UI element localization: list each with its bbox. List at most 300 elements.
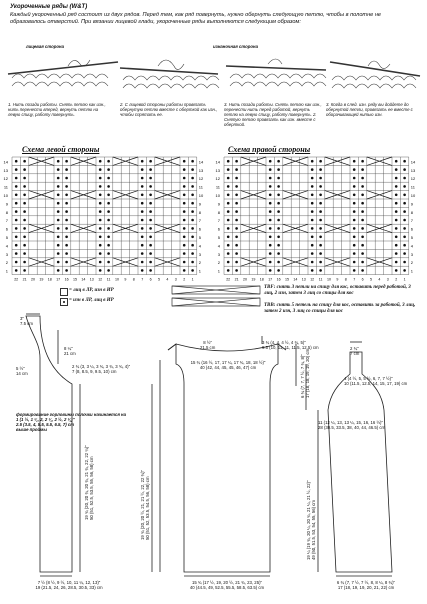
row-label: 8 <box>217 209 220 215</box>
purl-dot <box>403 252 406 255</box>
front-neck-sts: 2 ¾ (3, 3 ¼, 3 ¾, 3 ¾, 3 ¾, 4)" 7 (8, 8.5, 9, 9.5, 10) cm <box>72 364 131 374</box>
purl-dot <box>65 269 68 272</box>
purl-dot <box>395 202 398 205</box>
purl-dot <box>227 185 230 188</box>
row-label: 6 <box>410 226 414 232</box>
purl-dot <box>227 261 230 264</box>
garment-schematics <box>0 314 427 604</box>
wrap-turn-illustrations <box>8 42 420 138</box>
purl-dot <box>235 269 238 272</box>
row-label: 12 <box>215 176 220 182</box>
purl-dot <box>319 168 322 171</box>
purl-dot <box>235 202 238 205</box>
col-label: 15 <box>73 277 77 282</box>
purl-dot <box>183 236 186 239</box>
row-label: 1 <box>410 268 414 274</box>
purl-dot <box>361 177 364 180</box>
purl-dot <box>235 185 238 188</box>
purl-dot <box>15 194 18 197</box>
left-scheme-title: Схема левой стороны <box>22 145 100 154</box>
purl-dot <box>361 269 364 272</box>
purl-dot <box>23 168 26 171</box>
purl-dot <box>15 160 18 163</box>
back-neck: 8 ½" 21.5 cm <box>200 340 216 350</box>
purl-dot <box>319 210 322 213</box>
col-label: 22 <box>14 277 19 282</box>
purl-dot <box>277 168 280 171</box>
front-side-length: 19 ¾ (20, 20 ¾, 20 ¾, 21 ¾, 22, 22 ¼)" 50 (51, 52.5, 53.5, 55, 56, 58) cm <box>84 445 94 520</box>
col-label: 13 <box>301 277 306 282</box>
purl-dot <box>227 210 230 213</box>
purl-dot <box>191 210 194 213</box>
purl-dot <box>57 168 60 171</box>
purl-dot <box>395 244 398 247</box>
legend-tbb-text: TBB: снять 5 петель на спицу для кос, оставить за работой, 3 лиц, затем 2 изн, 3 лиц со спицы для кос <box>264 303 416 314</box>
purl-dot <box>319 269 322 272</box>
purl-dot <box>403 261 406 264</box>
purl-dot <box>277 202 280 205</box>
purl-dot <box>183 269 186 272</box>
purl-dot <box>361 252 364 255</box>
purl-dot <box>183 168 186 171</box>
col-label: 15 <box>285 277 289 282</box>
purl-dot <box>227 244 230 247</box>
col-label: 10 <box>327 277 331 282</box>
row-label: 3 <box>217 251 220 257</box>
purl-dot <box>183 210 186 213</box>
purl-dot <box>395 269 398 272</box>
col-label: 19 <box>251 277 256 282</box>
row-label: 10 <box>198 193 204 198</box>
row-label: 2 <box>5 260 8 266</box>
col-label: 10 <box>115 277 119 282</box>
purl-dot <box>235 252 238 255</box>
purl-dot <box>403 210 406 213</box>
purl-dot <box>227 194 230 197</box>
purl-dot <box>23 219 26 222</box>
purl-dot <box>23 185 26 188</box>
purl-dot <box>183 219 186 222</box>
col-label: 8 <box>132 277 135 282</box>
purl-dot <box>141 261 144 264</box>
purl-dot <box>353 202 356 205</box>
purl-dot <box>191 269 194 272</box>
purl-dot <box>57 261 60 264</box>
section-title: Укороченные ряды (W&T) <box>10 4 88 10</box>
purl-dot <box>319 160 322 163</box>
purl-dot <box>361 194 364 197</box>
purl-dot <box>149 177 152 180</box>
col-label: 5 <box>158 277 160 282</box>
back-body-length: 19 ¾ (20, 20 ½, 21, 21 ½, 22, 22 ¾)" 50 (51, 52, 53.5, 54.5, 56, 58) cm <box>140 469 150 540</box>
purl-dot <box>65 236 68 239</box>
purl-dot <box>57 185 60 188</box>
purl-dot <box>141 168 144 171</box>
purl-dot <box>227 160 230 163</box>
purl-dot <box>403 160 406 163</box>
row-label: 9 <box>5 201 8 207</box>
purl-dot <box>149 210 152 213</box>
purl-dot <box>57 210 60 213</box>
purl-dot <box>141 227 144 230</box>
purl-dot <box>191 261 194 264</box>
purl-dot <box>311 252 314 255</box>
purl-dot <box>277 177 280 180</box>
purl-dot <box>149 194 152 197</box>
col-label: 2 <box>395 277 398 282</box>
purl-dot <box>361 168 364 171</box>
purl-dot <box>269 244 272 247</box>
purl-dot <box>15 177 18 180</box>
col-label: 5 <box>370 277 372 282</box>
purl-dot <box>269 252 272 255</box>
purl-dot <box>107 202 110 205</box>
purl-dot <box>191 236 194 239</box>
left-grid <box>2 157 207 289</box>
purl-dot <box>269 261 272 264</box>
row-label: 10 <box>410 193 416 198</box>
purl-dot <box>319 236 322 239</box>
purl-dot <box>235 227 238 230</box>
purl-dot <box>141 244 144 247</box>
col-label: 4 <box>166 277 169 282</box>
purl-dot <box>149 168 152 171</box>
row-label: 13 <box>410 167 416 173</box>
purl-dot <box>141 236 144 239</box>
purl-dot <box>353 252 356 255</box>
col-label: 19 <box>39 277 44 282</box>
purl-dot <box>235 168 238 171</box>
right-scheme-title: Схема правой стороны <box>228 145 311 154</box>
purl-dot <box>191 227 194 230</box>
purl-dot <box>191 252 194 255</box>
row-label: 2 <box>410 260 414 266</box>
purl-dot <box>353 227 356 230</box>
col-label: 22 <box>226 277 231 282</box>
purl-dot <box>235 244 238 247</box>
purl-dot <box>149 185 152 188</box>
purl-dot <box>311 219 314 222</box>
purl-dot <box>361 219 364 222</box>
col-label: 3 <box>386 277 389 282</box>
row-label: 9 <box>410 201 414 207</box>
purl-dot <box>319 177 322 180</box>
col-label: 7 <box>141 277 144 282</box>
row-label: 6 <box>217 226 220 232</box>
purl-dot <box>269 168 272 171</box>
purl-dot <box>361 244 364 247</box>
purl-dot <box>23 252 26 255</box>
purl-dot <box>141 219 144 222</box>
purl-dot <box>149 219 152 222</box>
purl-dot <box>15 168 18 171</box>
purl-dot <box>107 269 110 272</box>
purl-dot <box>269 210 272 213</box>
back-shoulder: 3 ¾ (4, 4, 4 ½, 4 ¾, 5)" 9.5 (10, 11, 11, 11.5, 12.5) cm <box>262 340 319 350</box>
front-top-width: 3" 7.5 cm <box>20 316 33 326</box>
purl-dot <box>15 185 18 188</box>
label-back-side: изнаночная сторона <box>213 44 259 49</box>
purl-dot <box>149 227 152 230</box>
purl-dot <box>57 219 60 222</box>
purl-dot <box>107 177 110 180</box>
purl-dot <box>311 261 314 264</box>
purl-dot <box>353 261 356 264</box>
purl-dot <box>65 194 68 197</box>
purl-dot <box>269 236 272 239</box>
purl-dot <box>277 252 280 255</box>
col-label: 18 <box>47 277 52 282</box>
col-label: 14 <box>81 277 86 282</box>
label-front-side: лицевая сторона <box>26 44 64 49</box>
purl-dot <box>65 261 68 264</box>
purl-dot <box>149 160 152 163</box>
purl-dot <box>15 236 18 239</box>
row-label: 8 <box>5 209 8 215</box>
sleeve-bottom-width: 6 ¾ (7, 7 ½, 7 ½, 8, 8 ¼, 8 ¾)" 17 (18, 19, 19, 20, 21, 22) cm <box>336 580 396 590</box>
purl-dot <box>149 202 152 205</box>
purl-dot <box>65 202 68 205</box>
purl-dot <box>107 185 110 188</box>
row-label: 5 <box>5 235 8 240</box>
col-label: 14 <box>293 277 298 282</box>
purl-dot <box>395 160 398 163</box>
purl-dot <box>23 177 26 180</box>
purl-dot <box>65 177 68 180</box>
purl-dot <box>235 236 238 239</box>
front-neck-note: формирование горловины полочки начинается на 1 (1 ½, 1 ¼, 2, 2 ¼, 2 ½, 2 ¾)" 2.5 (3.5, 4, 5.5, 5.5, 6.5, 7) cm выше проймы <box>16 412 127 432</box>
purl-dot <box>23 227 26 230</box>
purl-dot <box>99 168 102 171</box>
purl-dot <box>99 185 102 188</box>
row-label: 8 <box>410 209 414 215</box>
purl-dot <box>311 168 314 171</box>
col-label: 18 <box>259 277 264 282</box>
purl-dot <box>353 210 356 213</box>
purl-dot <box>99 227 102 230</box>
col-label: 1 <box>191 277 194 282</box>
purl-dot <box>149 261 152 264</box>
purl-dot <box>319 252 322 255</box>
purl-dot <box>57 244 60 247</box>
purl-dot <box>149 236 152 239</box>
purl-dot <box>395 252 398 255</box>
purl-dot <box>107 168 110 171</box>
purl-dot <box>227 236 230 239</box>
purl-dot <box>183 261 186 264</box>
purl-dot <box>191 244 194 247</box>
intro-text: Каждый укороченный ряд состоит из двух рядов. Перед тем, как ряд повернуть, нужно обернуть следующую петлю, чтобы в полотне не образовалось отверстий. При вязании лицевой глади, укороченные ряды выполняются следующим образом: <box>10 12 382 25</box>
purl-dot <box>23 202 26 205</box>
purl-dot <box>277 227 280 230</box>
purl-dot <box>277 261 280 264</box>
col-label: 13 <box>89 277 94 282</box>
back-armhole-depth: 6 ¾ (7, 7, 7 ½, 7 ¾, 8)" 17 (18, 18, 19, 19, 20) cm <box>300 348 310 398</box>
purl-dot <box>191 168 194 171</box>
purl-dot <box>353 194 356 197</box>
purl-dot <box>319 185 322 188</box>
front-shoulder: 5 ½" 14 cm <box>16 366 28 376</box>
col-label: 8 <box>344 277 347 282</box>
purl-dot <box>395 194 398 197</box>
purl-dot <box>269 160 272 163</box>
purl-dot <box>269 185 272 188</box>
purl-dot <box>149 252 152 255</box>
knitting-illustration-drawings <box>8 48 420 98</box>
row-label: 4 <box>217 243 220 249</box>
purl-dot <box>107 160 110 163</box>
step-4-text: 3. Когда в след. изн. ряду вы дойдете до обернутой петли, провязать ее вместе с оборачивающей нитью изн. <box>326 102 413 117</box>
purl-dot <box>361 185 364 188</box>
purl-dot <box>361 227 364 230</box>
row-label: 2 <box>217 260 220 266</box>
purl-dot <box>403 194 406 197</box>
purl-dot <box>235 194 238 197</box>
row-label: 14 <box>410 159 416 165</box>
col-label: 16 <box>64 277 69 282</box>
purl-dot <box>99 261 102 264</box>
purl-dot <box>277 219 280 222</box>
purl-dot <box>15 227 18 230</box>
legend-blank-cell <box>60 288 68 296</box>
purl-dot <box>183 160 186 163</box>
purl-dot <box>57 269 60 272</box>
row-label: 3 <box>198 251 202 257</box>
purl-dot <box>311 210 314 213</box>
purl-dot <box>311 194 314 197</box>
purl-dot <box>15 252 18 255</box>
purl-dot <box>15 202 18 205</box>
row-label: 10 <box>3 193 8 198</box>
purl-dot <box>23 194 26 197</box>
purl-dot <box>15 210 18 213</box>
row-label: 14 <box>198 159 204 165</box>
purl-dot <box>403 269 406 272</box>
purl-dot <box>235 177 238 180</box>
purl-dot <box>395 219 398 222</box>
row-label: 12 <box>198 176 204 182</box>
purl-dot <box>183 185 186 188</box>
row-label: 3 <box>410 251 414 257</box>
step-1-text: 1. Нить позади работы. Снять петлю как изн., нить перенести вперед, вернуть петлю на левую спицу, работу повернуть. <box>8 102 106 117</box>
purl-dot <box>319 261 322 264</box>
purl-dot <box>235 210 238 213</box>
purl-dot <box>269 227 272 230</box>
purl-dot <box>183 194 186 197</box>
purl-dot <box>403 227 406 230</box>
purl-dot <box>191 160 194 163</box>
purl-dot <box>107 194 110 197</box>
purl-dot <box>319 202 322 205</box>
purl-dot <box>65 227 68 230</box>
purl-dot <box>183 177 186 180</box>
purl-dot <box>227 177 230 180</box>
purl-dot <box>99 160 102 163</box>
purl-dot <box>15 269 18 272</box>
row-label: 5 <box>217 235 220 240</box>
purl-dot <box>107 252 110 255</box>
purl-dot <box>57 236 60 239</box>
purl-dot <box>57 177 60 180</box>
purl-dot <box>183 202 186 205</box>
row-label: 9 <box>217 201 220 207</box>
right-grid <box>214 157 419 289</box>
row-label: 3 <box>5 251 8 257</box>
purl-dot <box>403 202 406 205</box>
purl-dot <box>277 185 280 188</box>
row-label: 6 <box>5 226 8 232</box>
purl-dot <box>107 219 110 222</box>
purl-dot <box>395 168 398 171</box>
front-height: 8 ¼" 21 cm <box>64 346 76 356</box>
back-armhole-width: 15 ¾ (16 ½, 17, 17 ¼, 17 ¾, 18, 18 ½)" 40 (42, 44, 45, 45, 46, 47) cm <box>190 360 266 370</box>
col-label: 11 <box>106 277 111 282</box>
purl-dot <box>107 227 110 230</box>
back-bottom-width: 15 ¾ (17 ½, 19, 20 ½, 21 ¾, 23, 25)" 40 (44.5, 49, 52.5, 55.5, 58.5, 63.5) cm <box>189 580 265 590</box>
purl-dot <box>395 236 398 239</box>
purl-dot <box>65 210 68 213</box>
legend-dot-cell <box>60 298 68 306</box>
purl-dot <box>99 210 102 213</box>
purl-dot <box>183 227 186 230</box>
purl-dot <box>65 185 68 188</box>
purl-dot <box>269 194 272 197</box>
purl-dot <box>353 160 356 163</box>
row-label: 11 <box>198 184 203 190</box>
purl-dot <box>99 252 102 255</box>
col-label: 6 <box>361 277 364 282</box>
purl-dot <box>141 202 144 205</box>
sleeve-top: 2 ¾" 7 cm <box>350 346 360 356</box>
purl-dot <box>23 236 26 239</box>
row-label: 11 <box>215 184 220 190</box>
col-label: 20 <box>31 277 35 282</box>
col-label: 11 <box>318 277 323 282</box>
purl-dot <box>311 269 314 272</box>
purl-dot <box>361 261 364 264</box>
purl-dot <box>141 269 144 272</box>
row-label: 12 <box>410 176 416 182</box>
purl-dot <box>319 227 322 230</box>
purl-dot <box>107 261 110 264</box>
purl-dot <box>99 177 102 180</box>
purl-dot <box>395 177 398 180</box>
row-label: 5 <box>410 235 414 240</box>
col-label: 21 <box>22 277 27 282</box>
purl-dot <box>99 194 102 197</box>
purl-dot <box>311 177 314 180</box>
purl-dot <box>99 219 102 222</box>
purl-dot <box>23 269 26 272</box>
purl-dot <box>277 269 280 272</box>
row-label: 7 <box>410 218 414 224</box>
row-label: 4 <box>410 243 414 249</box>
purl-dot <box>23 210 26 213</box>
purl-dot <box>361 160 364 163</box>
purl-dot <box>269 269 272 272</box>
purl-dot <box>277 244 280 247</box>
purl-dot <box>235 160 238 163</box>
purl-dot <box>191 185 194 188</box>
col-label: 3 <box>174 277 177 282</box>
purl-dot <box>395 261 398 264</box>
purl-dot <box>403 168 406 171</box>
row-label: 1 <box>217 268 220 274</box>
col-label: 6 <box>149 277 152 282</box>
purl-dot <box>353 177 356 180</box>
sleeve-upper-width: 11 (12 ¼, 13, 13 ¼, 15, 16, 16 ½)" 28 (30.5, 33.5, 38, 40, 44, 46.5) cm <box>318 420 386 430</box>
purl-dot <box>403 185 406 188</box>
